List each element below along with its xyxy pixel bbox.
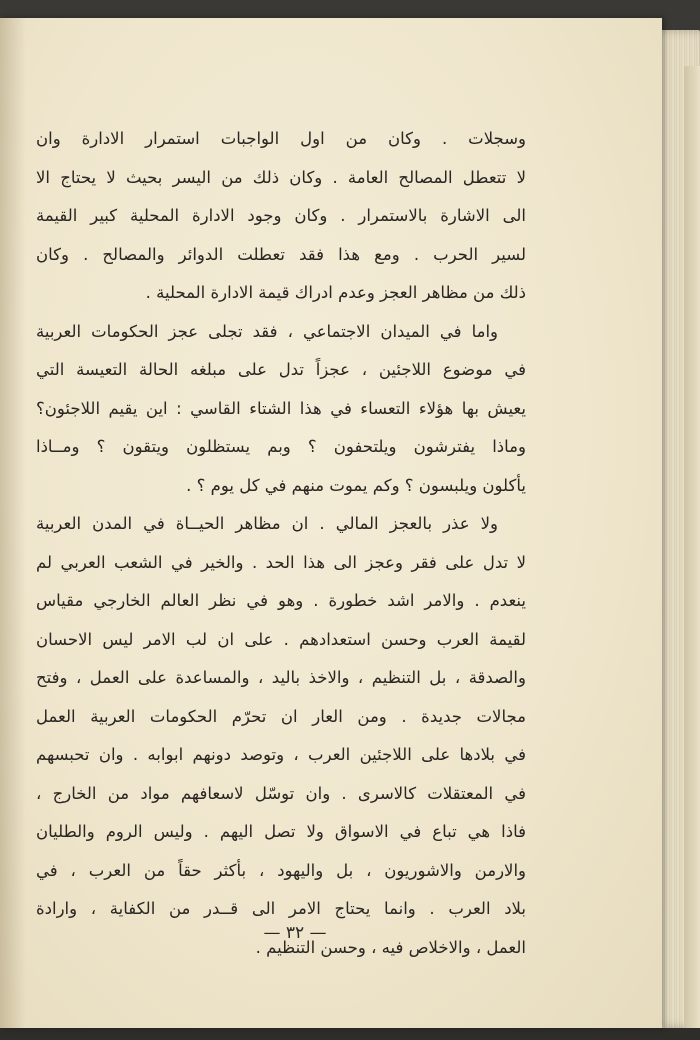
text-line: والصدقة ، بل التنظيم ، والاخذ باليد ، والمساعدة على العمل ، وفتح bbox=[36, 668, 526, 687]
text-line: ولا عذر بالعجز المالي . ان مظاهر الحيــاة في المدن العربية bbox=[36, 514, 498, 533]
text-line: بلاد العرب . وانما يحتاج الامر الى قــدر من الكفاية ، وارادة bbox=[36, 899, 526, 918]
page-number: — ٣٢ — bbox=[263, 923, 327, 943]
text-line: العمل ، والاخلاص فيه ، وحسن التنظيم . bbox=[255, 937, 526, 957]
page-edge bbox=[684, 66, 700, 1028]
text-line: لقيمة العرب وحسن استعدادهم . على ان لب الامر ليس الاحسان bbox=[36, 629, 526, 649]
text-line: وسجلات . وكان من اول الواجبات استمرار الادارة وان bbox=[36, 129, 526, 148]
text-line: لا تدل على فقر وعجز الى هذا الحد . والخير في الشعب العربي لم bbox=[36, 552, 526, 572]
text-line: في المعتقلات كالاسرى . وان توسّل لاسعافهم مواد من الخارج ، bbox=[36, 783, 526, 803]
spine-shadow bbox=[0, 18, 26, 1028]
text-line: يعيش بها هؤلاء التعساء في هذا الشتاء القاسي : اين يقيم اللاجئون؟ bbox=[36, 398, 526, 418]
text-line: في بلادها على اللاجئين العرب ، وتوصد دونهم ابوابه . وان تحبسهم bbox=[36, 745, 526, 764]
text-line: وماذا يفترشون ويلتحفون ؟ وبم يستظلون ويتقون ؟ ومــاذا bbox=[36, 437, 526, 456]
text-line: الى الاشارة بالاستمرار . وكان وجود الادارة المحلية كبير القيمة bbox=[36, 206, 526, 225]
book-page bbox=[0, 18, 662, 1028]
text-line: يأكلون ويلبسون ؟ وكم يموت منهم في كل يوم ؟ . bbox=[186, 475, 526, 495]
text-line: لسير الحرب . ومع هذا فقد تعطلت الدوائر والمصالح . وكان bbox=[36, 244, 526, 264]
body-text bbox=[36, 120, 526, 967]
text-line: واما في الميدان الاجتماعي ، فقد تجلى عجز الحكومات العربية bbox=[36, 321, 498, 341]
text-line: فاذا هي تباع في الاسواق ولا تصل اليهم . وليس الروم والطليان bbox=[36, 822, 526, 841]
text-line: ينعدم . والامر اشد خطورة . وهو في نظر العالم الخارجي مقياس bbox=[36, 591, 526, 610]
text-line: لا تتعطل المصالح العامة . وكان ذلك من اليسر بحيث لا يحتاج الا bbox=[36, 167, 526, 187]
text-line: في موضوع اللاجئين ، عجزاً تدل على مبلغه الحالة التعيسة التي bbox=[36, 360, 526, 379]
text-line: ذلك من مظاهر العجز وعدم ادراك قيمة الادارة المحلية . bbox=[145, 283, 526, 302]
text-line: والارمن والاشوريون ، بل واليهود ، بأكثر حقاً من العرب ، في bbox=[36, 860, 526, 880]
text-line: مجالات جديدة . ومن العار ان تحرّم الحكومات العربية العمل bbox=[36, 706, 526, 726]
